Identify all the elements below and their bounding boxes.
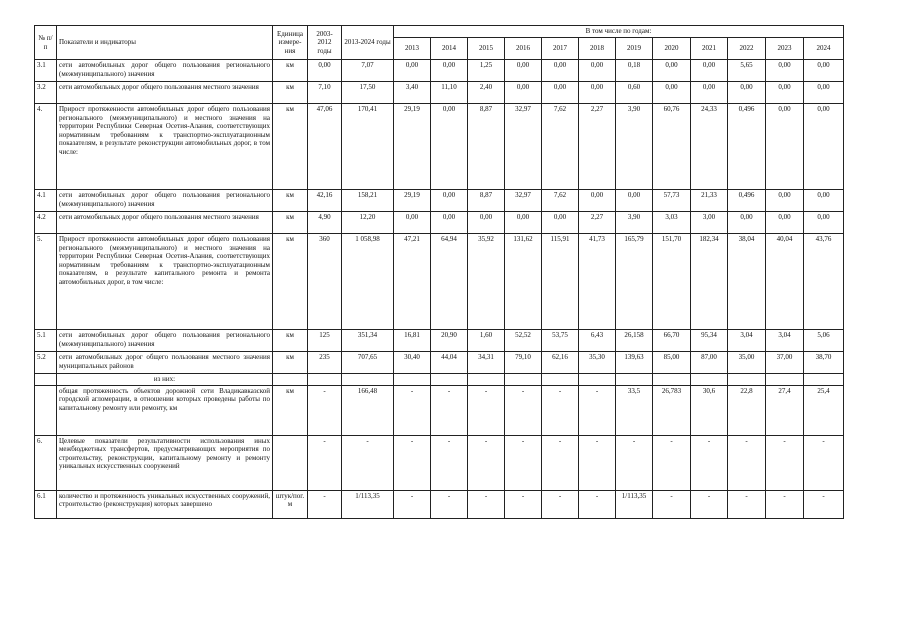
row-year-value: 0,00	[766, 104, 804, 190]
header-year: 2023	[766, 38, 804, 60]
row-year-value: 32,97	[505, 104, 542, 190]
row-indicator: количество и протяженность уникальных искусственных сооружений, строительство (реконструкция) которых завершено	[57, 490, 273, 518]
row-year-value: -	[691, 490, 728, 518]
row-year-value: -	[468, 385, 505, 435]
row-year-value: 38,04	[728, 234, 766, 330]
row-year-value: 2,27	[579, 104, 616, 190]
row-year-value: -	[505, 385, 542, 435]
row-number: 6.	[35, 435, 57, 490]
row-indicator: сети автомобильных дорог общего пользования местного значения	[57, 82, 273, 104]
row-year-value: 0,00	[804, 82, 844, 104]
row-year-value: -	[653, 490, 691, 518]
row-year-value: 0,00	[542, 82, 579, 104]
row-year-value: 21,33	[691, 190, 728, 212]
row-indicator: Прирост протяженности автомобильных дорог общего пользования регионального (межмуниципального) и местного значения на территории Республики Северная Осетия-Алания, соответствующих нормативным требованиям к транспортно-эксплуатационным показателям, в результате реконструкции автомобильных дорог, в том числе:	[57, 104, 273, 190]
row-period-2013: 17,50	[342, 82, 394, 104]
table-row	[35, 435, 844, 490]
row-year-value: 0,496	[728, 190, 766, 212]
header-by-years: В том числе по годам:	[394, 26, 844, 38]
row-year-value: -	[728, 435, 766, 490]
row-year-value: -	[616, 435, 653, 490]
row-period-2013: 166,48	[342, 385, 394, 435]
row-year-value: 11,10	[431, 82, 468, 104]
row-year-value: 22,8	[728, 385, 766, 435]
row-year-value: 0,00	[579, 60, 616, 82]
table-row	[35, 352, 844, 374]
row-unit: км	[273, 330, 308, 352]
row-year-value: 3,90	[616, 212, 653, 234]
table-row	[35, 374, 844, 386]
row-year-value: 27,4	[766, 385, 804, 435]
row-year-value: -	[804, 435, 844, 490]
row-year-value: 35,00	[728, 352, 766, 374]
row-indicator: сети автомобильных дорог общего пользования местного значения	[57, 212, 273, 234]
row-year-value: 57,73	[653, 190, 691, 212]
row-year-value: 7,62	[542, 190, 579, 212]
row-year-value: 0,00	[766, 82, 804, 104]
row-period-2003: 7,10	[308, 82, 342, 104]
table-row	[35, 385, 844, 435]
row-year-value	[766, 374, 804, 386]
row-number: 4.1	[35, 190, 57, 212]
row-year-value: 41,73	[579, 234, 616, 330]
row-year-value: 30,40	[394, 352, 431, 374]
row-year-value: 6,43	[579, 330, 616, 352]
row-indicator: сети автомобильных дорог общего пользования регионального (межмуниципального) значения	[57, 190, 273, 212]
row-year-value: 52,52	[505, 330, 542, 352]
row-period-2013: 1 058,98	[342, 234, 394, 330]
row-indicator: Прирост протяженности автомобильных дорог общего пользования регионального (межмуниципального) и местного значения на территории Республики Северная Осетия-Алания, соответствующих нормативным требованиям к транспортно-эксплуатационным показателям, в результате капитального ремонта и ремонта автомобильных дорог, в том числе:	[57, 234, 273, 330]
row-year-value: 35,92	[468, 234, 505, 330]
header-year: 2015	[468, 38, 505, 60]
row-year-value: -	[579, 490, 616, 518]
row-period-2003: 360	[308, 234, 342, 330]
row-year-value: 53,75	[542, 330, 579, 352]
row-year-value: 0,00	[431, 104, 468, 190]
row-year-value: 5,65	[728, 60, 766, 82]
row-year-value: 0,00	[653, 60, 691, 82]
row-year-value: 0,00	[766, 190, 804, 212]
row-year-value: 139,63	[616, 352, 653, 374]
row-year-value: 0,00	[766, 60, 804, 82]
row-year-value: 0,00	[505, 212, 542, 234]
row-year-value: -	[394, 490, 431, 518]
table-row	[35, 82, 844, 104]
row-year-value: 60,76	[653, 104, 691, 190]
row-indicator: сети автомобильных дорог общего пользования регионального (межмуниципального) значения	[57, 60, 273, 82]
row-year-value: -	[542, 490, 579, 518]
table-row	[35, 60, 844, 82]
row-year-value: -	[394, 435, 431, 490]
table-row	[35, 104, 844, 190]
row-period-2003: 235	[308, 352, 342, 374]
row-year-value	[431, 374, 468, 386]
row-year-value: 8,87	[468, 190, 505, 212]
row-year-value: 26,158	[616, 330, 653, 352]
row-year-value: 115,91	[542, 234, 579, 330]
header-year: 2020	[653, 38, 691, 60]
row-period-2013: 158,21	[342, 190, 394, 212]
row-period-2013: -	[342, 435, 394, 490]
row-year-value	[804, 374, 844, 386]
row-year-value: 3,40	[394, 82, 431, 104]
row-year-value: 0,18	[616, 60, 653, 82]
row-year-value: 0,00	[766, 212, 804, 234]
row-period-2003: 125	[308, 330, 342, 352]
row-number: 6.1	[35, 490, 57, 518]
indicators-table	[34, 25, 844, 519]
row-unit: км	[273, 385, 308, 435]
row-unit: км	[273, 212, 308, 234]
row-year-value: -	[542, 385, 579, 435]
row-period-2003: 4,90	[308, 212, 342, 234]
header-year: 2022	[728, 38, 766, 60]
row-year-value: -	[653, 435, 691, 490]
row-period-2013: 7,07	[342, 60, 394, 82]
row-year-value: 43,76	[804, 234, 844, 330]
row-year-value: 29,19	[394, 104, 431, 190]
row-year-value: 25,4	[804, 385, 844, 435]
row-number: 4.	[35, 104, 57, 190]
row-year-value: 1/113,35	[616, 490, 653, 518]
row-year-value: 47,21	[394, 234, 431, 330]
row-unit: км	[273, 352, 308, 374]
row-unit: км	[273, 190, 308, 212]
row-year-value: 30,6	[691, 385, 728, 435]
row-unit	[273, 435, 308, 490]
header-year: 2014	[431, 38, 468, 60]
row-year-value: 3,04	[728, 330, 766, 352]
row-year-value: -	[766, 435, 804, 490]
row-year-value: 182,34	[691, 234, 728, 330]
row-unit: км	[273, 60, 308, 82]
row-number: 3.1	[35, 60, 57, 82]
row-year-value: 165,79	[616, 234, 653, 330]
row-period-2013: 707,65	[342, 352, 394, 374]
table-row	[35, 330, 844, 352]
row-year-value: -	[468, 490, 505, 518]
row-period-2003: 42,16	[308, 190, 342, 212]
row-year-value: 0,00	[653, 82, 691, 104]
row-year-value: 38,70	[804, 352, 844, 374]
row-year-value: 1,25	[468, 60, 505, 82]
header-year: 2016	[505, 38, 542, 60]
row-year-value: -	[691, 435, 728, 490]
row-number: 5.2	[35, 352, 57, 374]
row-year-value	[468, 374, 505, 386]
row-year-value: 3,90	[616, 104, 653, 190]
header-year: 2013	[394, 38, 431, 60]
row-year-value: 0,00	[394, 212, 431, 234]
row-number	[35, 374, 57, 386]
row-year-value	[505, 374, 542, 386]
header-indicator: Показатели и индикаторы	[57, 26, 273, 60]
row-year-value: 0,00	[804, 104, 844, 190]
row-year-value	[728, 374, 766, 386]
row-year-value: 0,00	[804, 190, 844, 212]
row-year-value: 44,04	[431, 352, 468, 374]
row-year-value: 3,03	[653, 212, 691, 234]
row-year-value: 8,87	[468, 104, 505, 190]
row-year-value: 62,16	[542, 352, 579, 374]
row-indicator: из них:	[57, 374, 273, 386]
row-year-value: 79,10	[505, 352, 542, 374]
row-year-value: 0,496	[728, 104, 766, 190]
row-period-2003: 47,06	[308, 104, 342, 190]
row-year-value: 2,40	[468, 82, 505, 104]
row-year-value	[394, 374, 431, 386]
row-year-value: 33,5	[616, 385, 653, 435]
header-num: № п/п	[35, 26, 57, 60]
row-unit: км	[273, 234, 308, 330]
row-period-2013: 12,20	[342, 212, 394, 234]
header-year: 2021	[691, 38, 728, 60]
row-year-value: 0,00	[728, 82, 766, 104]
header-period-2013: 2013-2024 годы	[342, 26, 394, 60]
row-year-value: -	[431, 490, 468, 518]
row-year-value: -	[431, 435, 468, 490]
row-unit: км	[273, 104, 308, 190]
row-indicator: сети автомобильных дорог общего пользования местного значения муниципальных районов	[57, 352, 273, 374]
row-year-value: 0,00	[691, 60, 728, 82]
row-year-value: -	[505, 490, 542, 518]
row-year-value: 131,62	[505, 234, 542, 330]
row-unit	[273, 374, 308, 386]
row-year-value: 0,00	[691, 82, 728, 104]
header-unit: Единица измере-ния	[273, 26, 308, 60]
row-year-value: -	[804, 490, 844, 518]
row-year-value: 0,00	[431, 212, 468, 234]
table-body	[35, 60, 844, 519]
row-period-2013	[342, 374, 394, 386]
row-year-value: -	[505, 435, 542, 490]
row-year-value: -	[394, 385, 431, 435]
row-year-value: 20,90	[431, 330, 468, 352]
table-row	[35, 234, 844, 330]
row-year-value: 35,30	[579, 352, 616, 374]
row-year-value: 0,00	[431, 60, 468, 82]
row-year-value: 0,60	[616, 82, 653, 104]
row-year-value: 32,97	[505, 190, 542, 212]
row-year-value: -	[431, 385, 468, 435]
row-year-value: 0,00	[616, 190, 653, 212]
header-year: 2024	[804, 38, 844, 60]
row-year-value: 26,783	[653, 385, 691, 435]
row-period-2003: -	[308, 385, 342, 435]
row-year-value: 0,00	[579, 82, 616, 104]
row-year-value: 2,27	[579, 212, 616, 234]
row-year-value: -	[542, 435, 579, 490]
row-year-value: 0,00	[579, 190, 616, 212]
header-year: 2018	[579, 38, 616, 60]
header-period-2003: 2003-2012 годы	[308, 26, 342, 60]
row-year-value: 0,00	[468, 212, 505, 234]
row-indicator: Целевые показатели результативности использования иных межбюджетных трансфертов, предусматривающих мероприятия по строительству, реконструкции, капитальному ремонту и ремонту уникальных искусственных сооружений	[57, 435, 273, 490]
row-year-value: 7,62	[542, 104, 579, 190]
row-year-value: -	[579, 385, 616, 435]
row-period-2003: -	[308, 490, 342, 518]
row-year-value: 3,00	[691, 212, 728, 234]
header-year: 2019	[616, 38, 653, 60]
row-period-2013: 351,34	[342, 330, 394, 352]
row-number	[35, 385, 57, 435]
row-year-value: 16,81	[394, 330, 431, 352]
table-row	[35, 212, 844, 234]
row-year-value: 0,00	[542, 212, 579, 234]
row-year-value: 37,00	[766, 352, 804, 374]
row-number: 5.	[35, 234, 57, 330]
row-indicator: общая протяженность объектов дорожной сети Владикавказской городской агломерации, в отношении которых проведены работы по капитальному ремонту или ремонту, км	[57, 385, 273, 435]
row-year-value: 5,06	[804, 330, 844, 352]
row-year-value: -	[728, 490, 766, 518]
header-year: 2017	[542, 38, 579, 60]
row-year-value	[542, 374, 579, 386]
row-period-2003: 0,00	[308, 60, 342, 82]
row-year-value	[579, 374, 616, 386]
row-year-value	[616, 374, 653, 386]
row-unit: км	[273, 82, 308, 104]
row-year-value: 0,00	[542, 60, 579, 82]
row-number: 4.2	[35, 212, 57, 234]
row-year-value: 0,00	[728, 212, 766, 234]
row-period-2003	[308, 374, 342, 386]
table-row	[35, 190, 844, 212]
row-number: 5.1	[35, 330, 57, 352]
row-year-value: 95,34	[691, 330, 728, 352]
row-year-value: -	[766, 490, 804, 518]
row-year-value: 64,94	[431, 234, 468, 330]
row-year-value: 29,19	[394, 190, 431, 212]
row-year-value: 0,00	[505, 60, 542, 82]
table-row	[35, 490, 844, 518]
row-year-value: 0,00	[431, 190, 468, 212]
row-year-value	[691, 374, 728, 386]
row-unit: штук/пог. м	[273, 490, 308, 518]
row-year-value: 66,70	[653, 330, 691, 352]
row-number: 3.2	[35, 82, 57, 104]
row-year-value: 0,00	[804, 212, 844, 234]
row-year-value: 151,70	[653, 234, 691, 330]
row-year-value: 3,04	[766, 330, 804, 352]
row-period-2013: 1/113,35	[342, 490, 394, 518]
row-period-2013: 170,41	[342, 104, 394, 190]
row-year-value: 34,31	[468, 352, 505, 374]
row-year-value: 24,33	[691, 104, 728, 190]
row-year-value: -	[579, 435, 616, 490]
row-year-value	[653, 374, 691, 386]
row-year-value: -	[468, 435, 505, 490]
row-indicator: сети автомобильных дорог общего пользования регионального (межмуниципального) значения	[57, 330, 273, 352]
row-period-2003: -	[308, 435, 342, 490]
row-year-value: 87,00	[691, 352, 728, 374]
row-year-value: 0,00	[804, 60, 844, 82]
row-year-value: 0,00	[394, 60, 431, 82]
row-year-value: 0,00	[505, 82, 542, 104]
row-year-value: 1,60	[468, 330, 505, 352]
row-year-value: 40,04	[766, 234, 804, 330]
row-year-value: 85,00	[653, 352, 691, 374]
